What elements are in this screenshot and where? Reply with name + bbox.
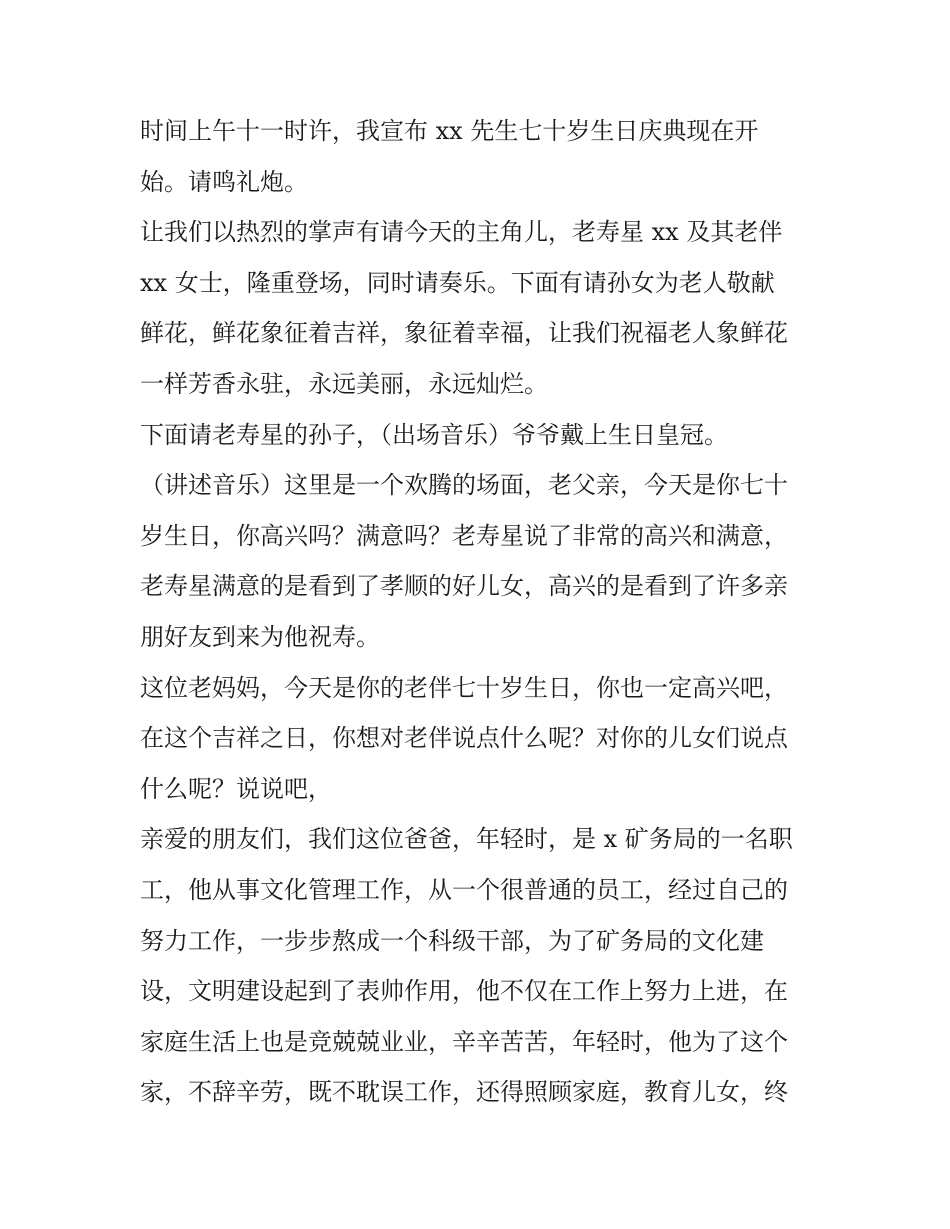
text-line: 岁生日，你高兴吗？满意吗？老寿星说了非常的高兴和满意，: [140, 521, 788, 550]
text-line: 一样芳香永驻，永远美丽，永远灿烂。: [140, 369, 548, 398]
text-line: 朋好友到来为他祝寿。: [140, 622, 380, 651]
text-line: 始。请鸣礼炮。: [140, 167, 308, 196]
text-line: 家，不辞辛劳，既不耽误工作，还得照顾家庭，教育儿女，终: [140, 1078, 788, 1107]
text-line: 工，他从事文化管理工作，从一个很普通的员工，经过自己的: [140, 875, 788, 904]
text-line: xx 女士，隆重登场，同时请奏乐。下面有请孙女为老人敬献: [140, 268, 775, 297]
text-line: 让我们以热烈的掌声有请今天的主角儿，老寿星 xx 及其老伴: [140, 218, 783, 247]
text-line: 努力工作，一步步熬成一个科级干部，为了矿务局的文化建: [140, 926, 764, 955]
text-line: 这位老妈妈，今天是你的老伴七十岁生日，你也一定高兴吧，: [140, 673, 788, 702]
text-line: （讲述音乐）这里是一个欢腾的场面，老父亲，今天是你七十: [140, 471, 788, 500]
document-body: [140, 106, 820, 1118]
text-line: 亲爱的朋友们，我们这位爸爸，年轻时，是 x 矿务局的一名职: [140, 825, 793, 854]
text-line: 老寿星满意的是看到了孝顺的好儿女，高兴的是看到了许多亲: [140, 572, 788, 601]
text-line: 鲜花，鲜花象征着吉祥，象征着幸福，让我们祝福老人象鲜花: [140, 319, 788, 348]
text-line: 什么呢？说说吧，: [140, 774, 332, 803]
text-line: 下面请老寿星的孙子，（出场音乐）爷爷戴上生日皇冠。: [140, 420, 728, 449]
text-line: 家庭生活上也是竞兢兢业业，辛辛苦苦，年轻时，他为了这个: [140, 1027, 788, 1056]
text-line: 在这个吉祥之日，你想对老伴说点什么呢？对你的儿女们说点: [140, 724, 788, 753]
text-line: 时间上午十一时许，我宣布 xx 先生七十岁生日庆典现在开: [140, 117, 759, 145]
text-line: 设，文明建设起到了表帅作用，他不仅在工作上努力上进，在: [140, 977, 788, 1006]
